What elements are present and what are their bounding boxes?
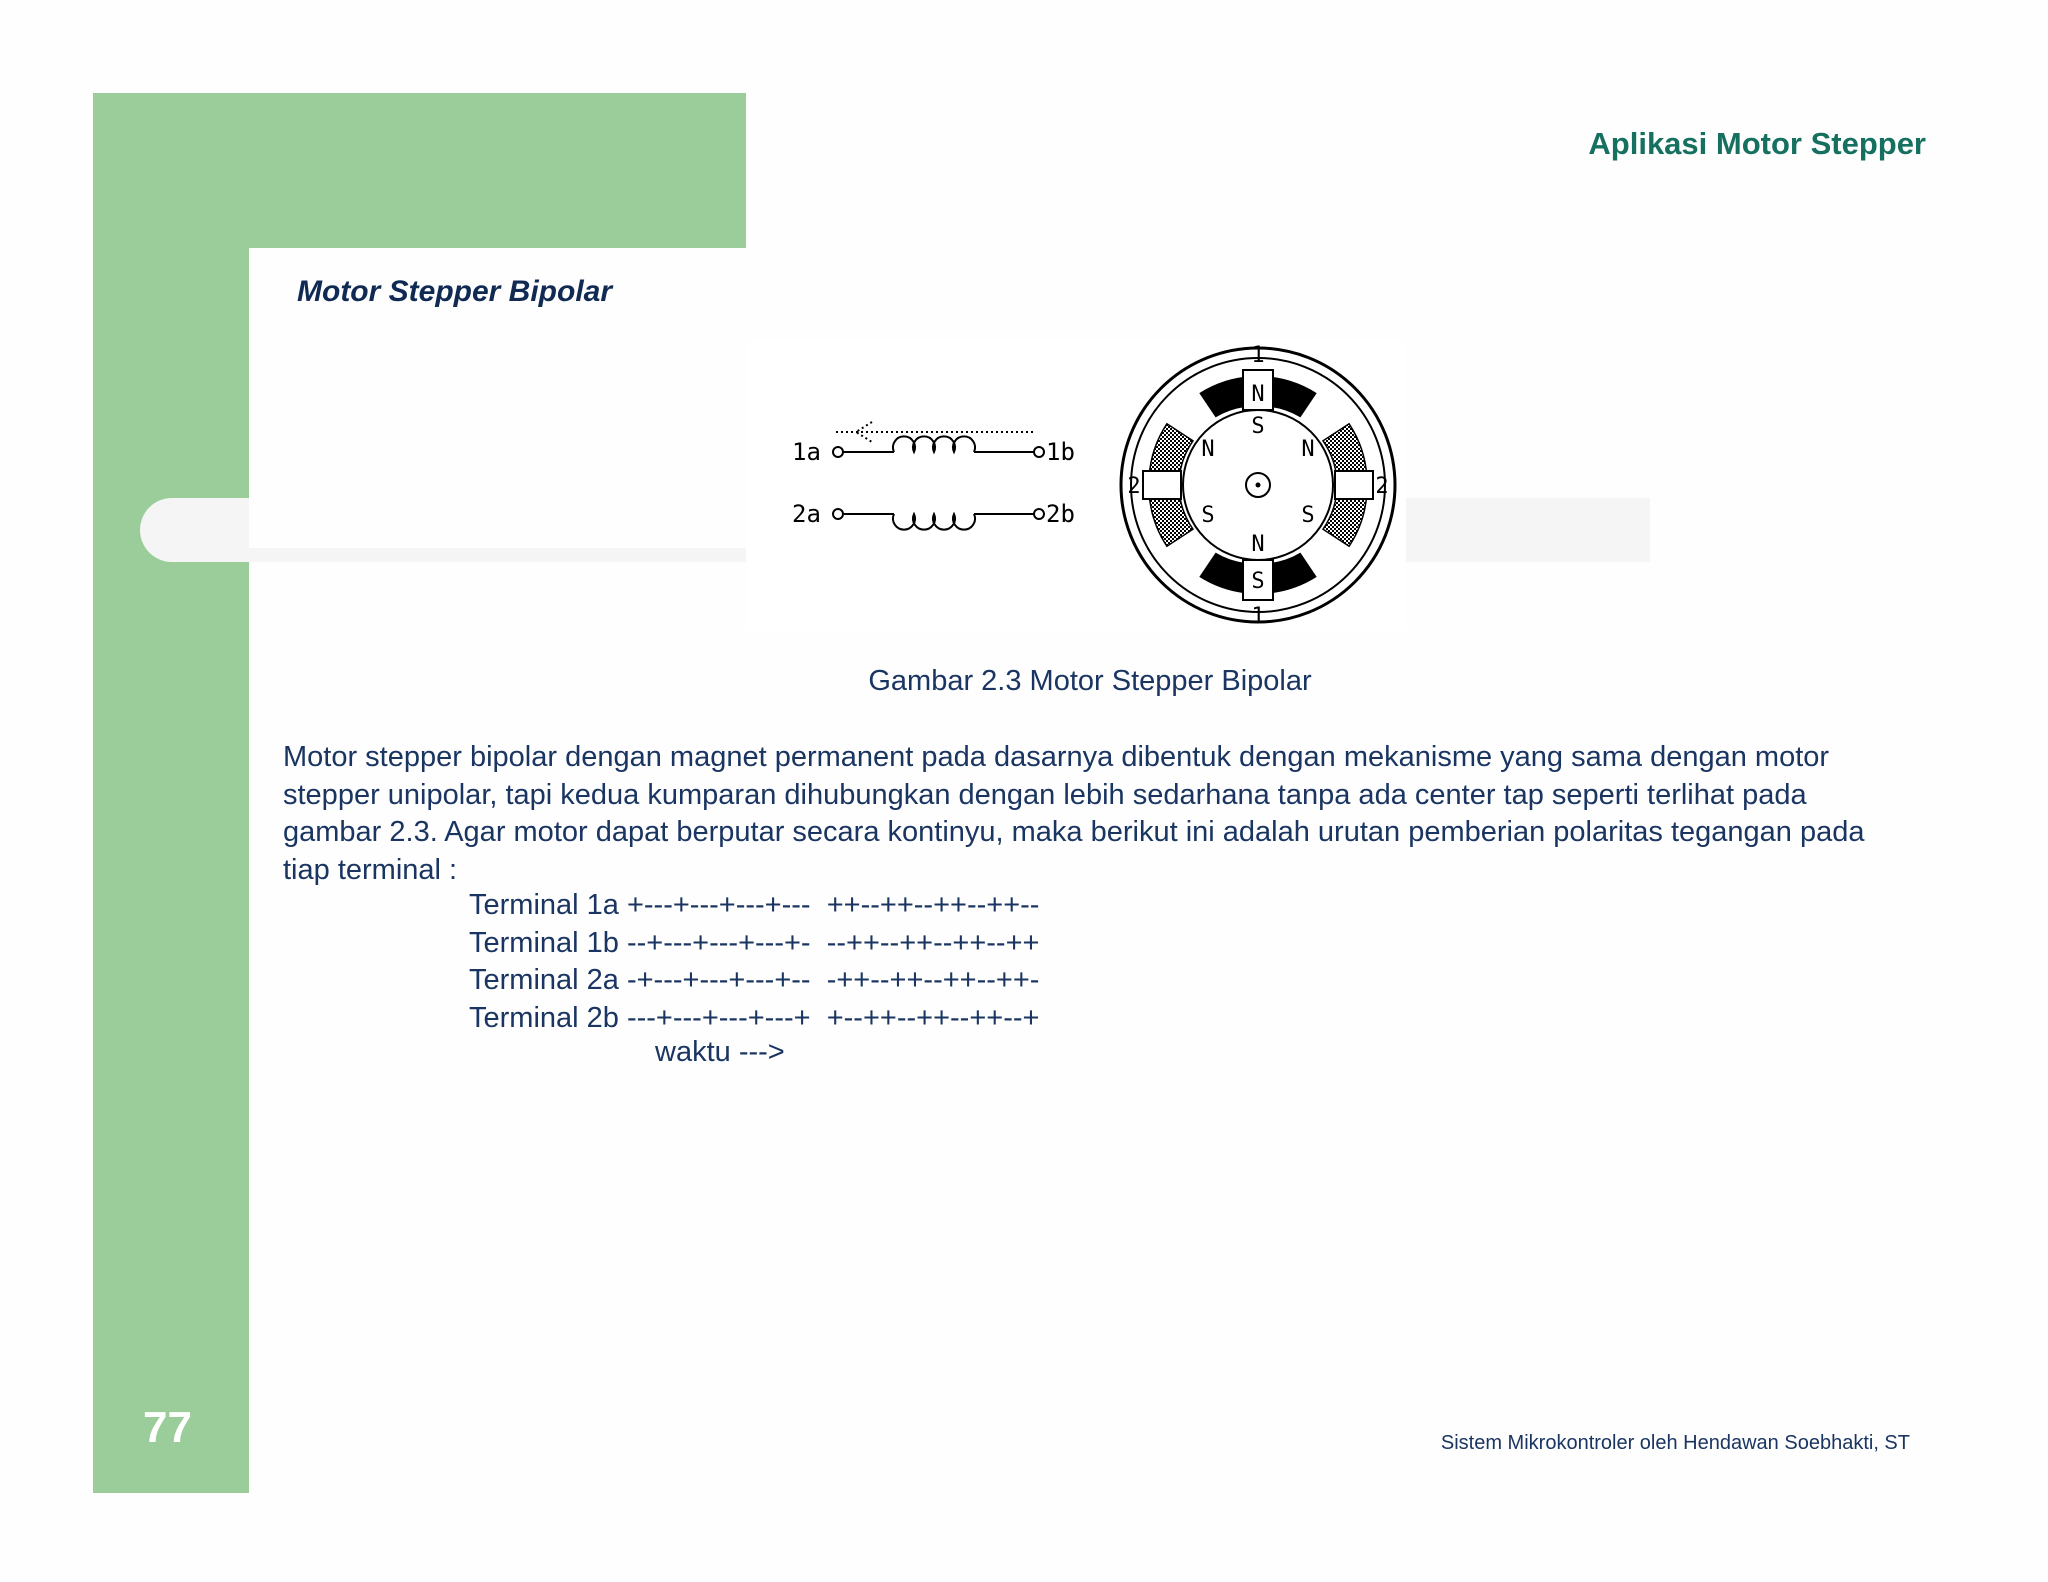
terminal-row-2a: Terminal 2a -+---+---+---+-- -++--++--++--++- [469,964,1040,996]
slide-subtitle: Motor Stepper Bipolar [297,275,613,308]
terminal-row-2b: Terminal 2b ---+---+---+---+ +--++--++--++--+ [469,1001,1040,1034]
stator-label-bottom: 1 [1251,604,1265,629]
body-paragraph: Motor stepper bipolar dengan magnet permanent pada dasarnya dibentuk dengan mekanisme yang sama dengan motor stepper unipolar, tapi kedua kumparan dihubungkan dengan lebih sedarhana tanpa ada center tap seperti terlihat pada gambar 2.3. Agar motor dapat berputar secara kontinyu, maka berikut ini adalah urutan pemberian polaritas tegangan pada tiap terminal : [283,741,1865,886]
figure-caption: Gambar 2.3 Motor Stepper Bipolar [868,665,1312,697]
motor-cross-section [1121,343,1395,629]
pole-letter-top-outer: N [1251,382,1265,407]
coil-label-1b: 1b [1046,438,1075,466]
stator-label-left: 2 [1127,474,1141,499]
coil-label-2b: 2b [1046,500,1075,528]
coil-label-2a: 2a [792,500,821,528]
pole-letter-bottom-outer: S [1251,569,1265,594]
stepper-motor-figure [746,340,1406,630]
terminal-row-1b: Terminal 1b --+---+---+---+- --++--++--++--++ [469,926,1040,959]
bipolar-motor-diagram [746,340,1406,630]
coil-schematic [792,422,1075,530]
pole-letter-bottom-inner: N [1251,532,1265,557]
page-number: 77 [143,1403,192,1452]
rotor-letter-upper-left: N [1201,437,1215,462]
rotor-letter-upper-right: N [1301,437,1315,462]
pole-letter-top-inner: S [1251,414,1265,439]
header-title: Aplikasi Motor Stepper [1588,126,1926,161]
time-axis-label: waktu ---> [655,1036,785,1068]
stator-label-right: 2 [1375,474,1389,499]
rotor-letter-lower-left: S [1201,503,1215,528]
footer-credit: Sistem Mikrokontroler oleh Hendawan Soebhakti, ST [1440,1432,1910,1454]
green-sidebar [93,93,249,1493]
rotor-letter-lower-right: S [1301,503,1315,528]
terminal-sequence [469,887,1039,1037]
stator-label-top: 1 [1251,343,1265,368]
terminal-row-1a: Terminal 1a +---+---+---+--- ++--++--++--++-- [469,889,1040,921]
coil-label-1a: 1a [792,438,821,466]
